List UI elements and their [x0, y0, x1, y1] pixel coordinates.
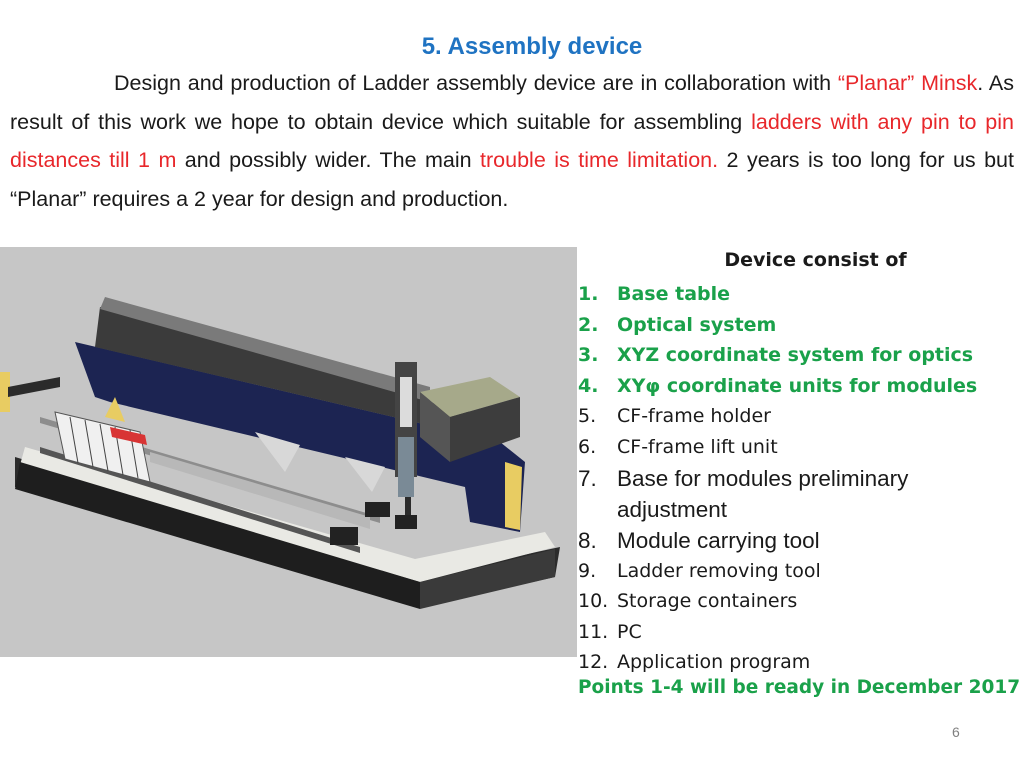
list-item-number: 10. — [578, 590, 609, 613]
list-item — [578, 279, 1018, 310]
intro-paragraph — [10, 64, 1014, 218]
intro-text-1: Design and production of Ladder assembly device are in collaboration with — [114, 71, 832, 95]
list-item — [578, 401, 1018, 432]
intro-highlight-ladders: ladders with any pin to pin distances till 1 m — [10, 109, 1014, 172]
list-item-number: 8. — [578, 527, 597, 553]
list-item-text: Storage containers — [617, 590, 798, 613]
intro-text-3: and possibly wider. The main — [176, 148, 481, 172]
list-item-number: 7. — [578, 465, 597, 491]
list-item-text: Base for modules preliminary adjustment — [617, 465, 909, 522]
list-item-number: 5. — [578, 405, 597, 428]
slide-title: 5. Assembly device — [421, 33, 643, 60]
list-item — [578, 586, 1018, 617]
list-heading: Device consist of — [724, 249, 907, 271]
component-list — [578, 279, 1018, 678]
intro-text-2: . As result of this work we hope to obtain device which suitable for assembling — [10, 71, 1014, 134]
list-item-text: XYφ coordinate units for modules — [617, 374, 978, 397]
list-item-number: 2. — [578, 313, 599, 336]
list-item-number: 3. — [578, 344, 599, 367]
list-item-text: CF-frame holder — [617, 405, 771, 428]
page-number: 6 — [952, 724, 960, 740]
list-item-number: 1. — [578, 283, 599, 305]
list-item-text: Base table — [617, 283, 731, 305]
list-item-number: 6. — [578, 435, 597, 458]
list-item-number: 12. — [578, 651, 609, 674]
intro-text-4: 2 years is too long for us but “Planar” requires a 2 year for design and production. — [10, 148, 1014, 211]
list-item — [578, 340, 1018, 371]
intro-highlight-planar: “Planar” Minsk — [837, 71, 978, 95]
list-item — [578, 525, 1018, 556]
list-item — [578, 617, 1018, 648]
list-item — [578, 371, 1018, 402]
list-item-text: PC — [617, 620, 642, 643]
assembly-device-render-icon — [0, 247, 577, 657]
list-item — [578, 463, 1018, 525]
list-item — [578, 556, 1018, 587]
list-item-number: 11. — [578, 620, 609, 643]
assembly-device-figure — [0, 247, 577, 657]
list-item-text: Optical system — [617, 313, 777, 336]
list-item — [578, 432, 1018, 463]
ready-note: Points 1-4 will be ready in December 2017 — [578, 677, 1021, 698]
list-item — [578, 310, 1018, 341]
list-item-text: XYZ coordinate system for optics — [617, 344, 974, 367]
list-item-text: Application program — [617, 651, 811, 674]
list-item — [578, 647, 1018, 678]
intro-highlight-trouble: trouble is time limitation. — [480, 148, 719, 172]
list-item-number: 4. — [578, 374, 599, 397]
list-item-text: Ladder removing tool — [617, 559, 821, 582]
list-item-number: 9. — [578, 559, 597, 582]
list-item-text: CF-frame lift unit — [617, 435, 778, 458]
list-item-text: Module carrying tool — [617, 527, 820, 553]
